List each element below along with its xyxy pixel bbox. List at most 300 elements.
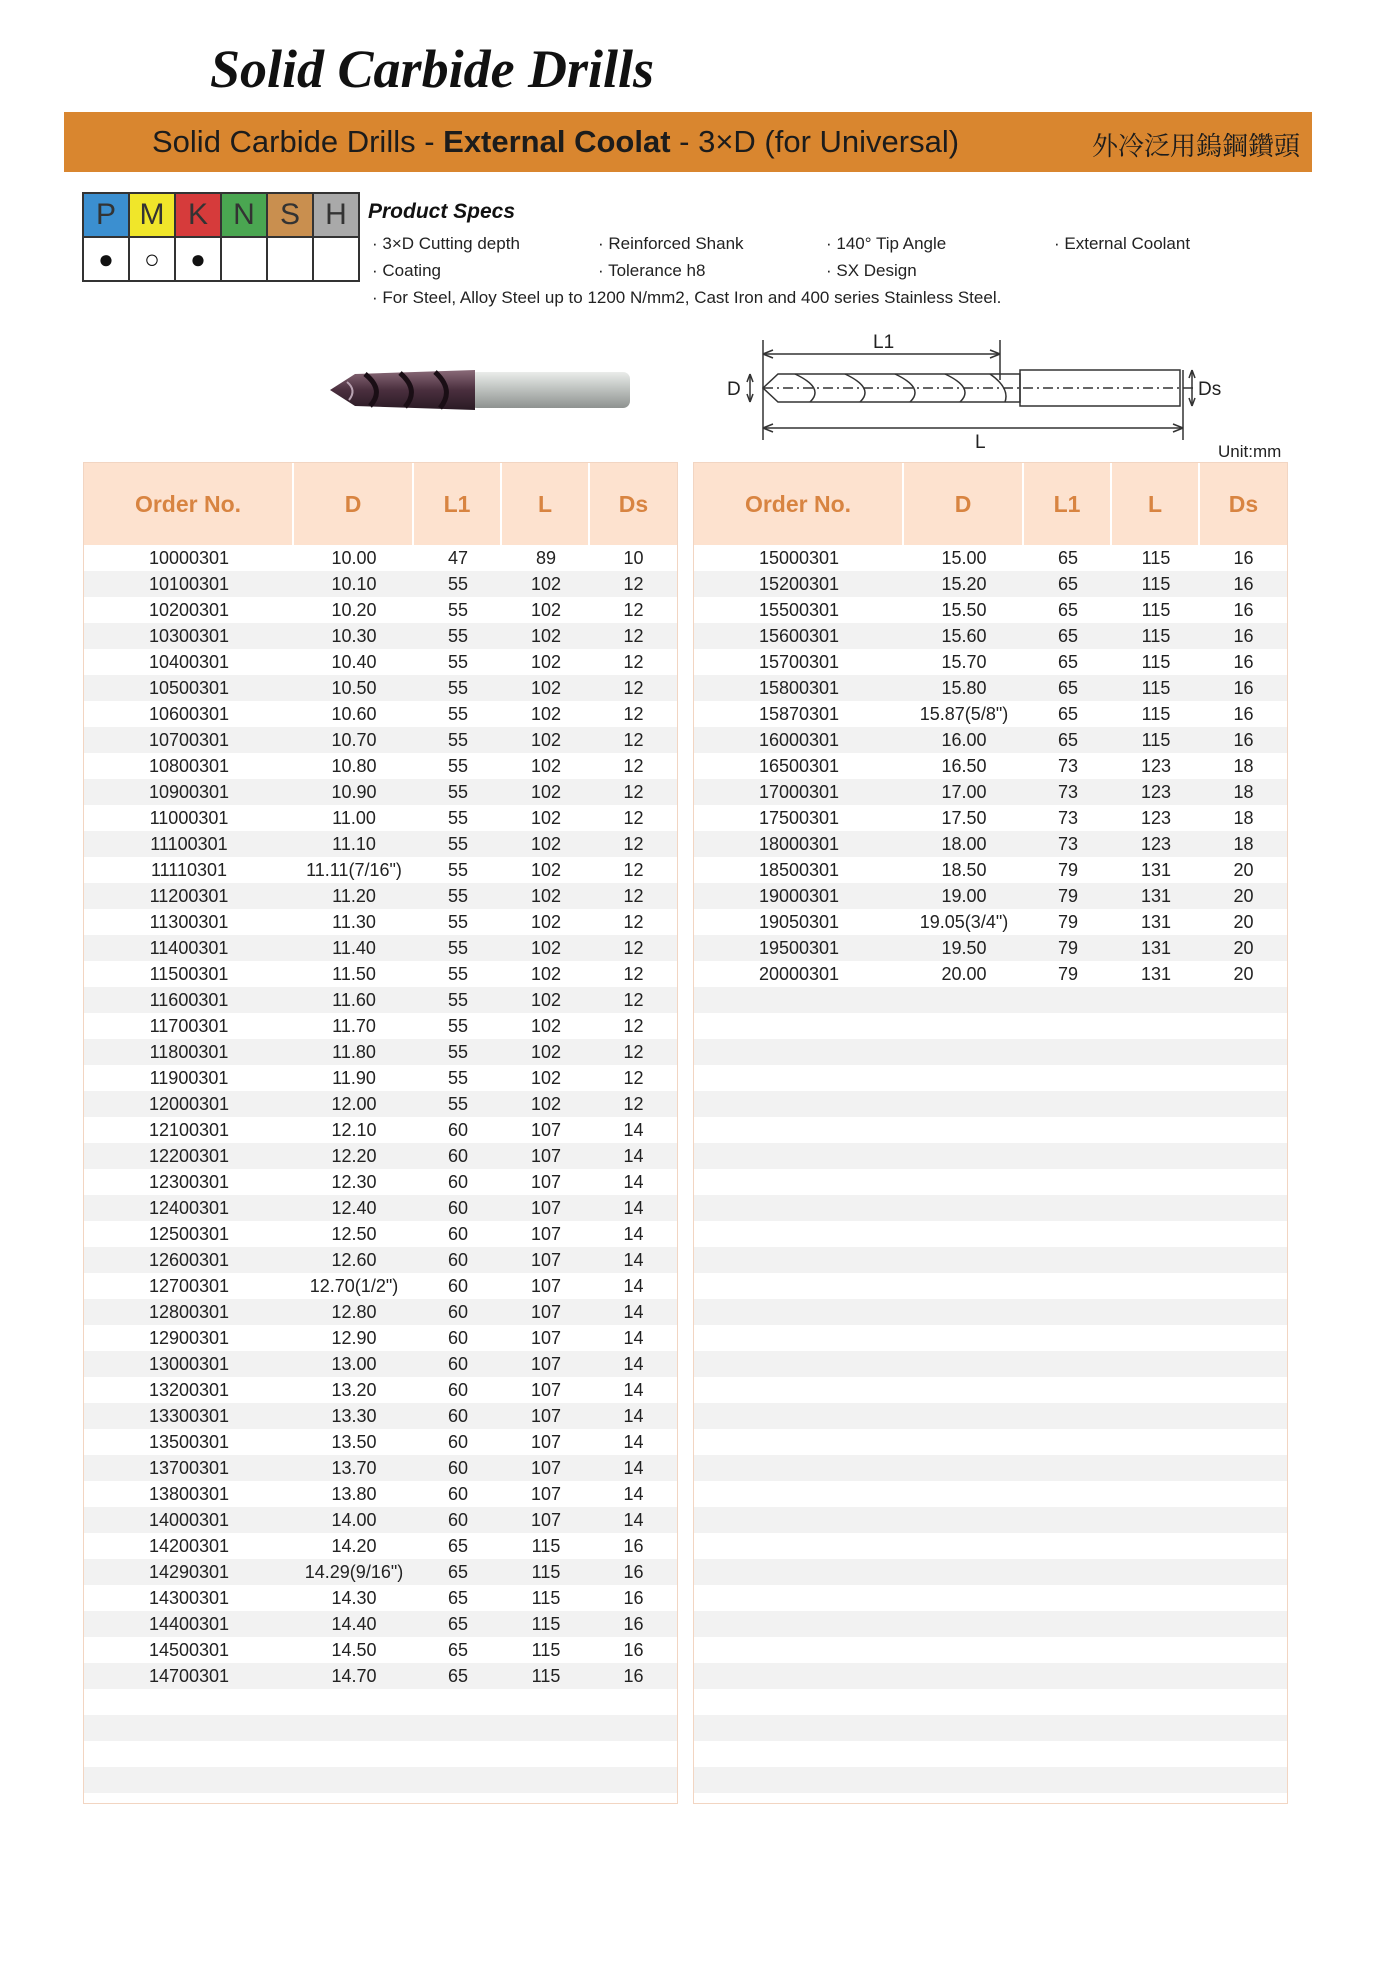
column-l: L xyxy=(1112,463,1200,545)
l1-cell: 60 xyxy=(447,1457,469,1478)
ds-cell: 14 xyxy=(623,1405,644,1426)
iso-group-n: N xyxy=(221,193,267,237)
order-no-cell: 19050301 xyxy=(758,911,840,932)
ds-cell: 18 xyxy=(1233,833,1254,854)
column-order-no: Order No. xyxy=(694,463,904,545)
length-cell: 131 xyxy=(1140,937,1172,958)
l1-cell: 65 xyxy=(447,1561,469,1582)
diameter-cell: 18.00 xyxy=(941,833,987,854)
ds-cell: 14 xyxy=(623,1197,644,1218)
table-row xyxy=(84,1039,677,1065)
spec-item: · 140° Tip Angle xyxy=(826,234,947,253)
l1-cell: 60 xyxy=(447,1119,469,1140)
diameter-cell: 17.50 xyxy=(941,807,987,828)
diameter-cell: 18.50 xyxy=(941,859,987,880)
length-cell: 115 xyxy=(1141,573,1171,594)
table-row xyxy=(694,1481,1287,1507)
table-row xyxy=(84,1611,677,1637)
l1-cell: 55 xyxy=(447,807,469,828)
table-row xyxy=(694,1247,1287,1273)
l1-cell: 73 xyxy=(1057,781,1079,802)
diameter-cell: 15.20 xyxy=(941,573,987,594)
table-row xyxy=(84,909,677,935)
table-row xyxy=(694,1351,1287,1377)
length-cell: 107 xyxy=(530,1509,562,1530)
diameter-cell: 10.50 xyxy=(331,677,377,698)
order-no-cell: 19000301 xyxy=(758,885,840,906)
ds-cell: 14 xyxy=(623,1483,644,1504)
iso-mark-s xyxy=(267,237,313,281)
table-row xyxy=(694,805,1287,831)
length-cell: 107 xyxy=(530,1119,562,1140)
table-row xyxy=(694,1403,1287,1429)
l1-cell: 60 xyxy=(447,1223,469,1244)
order-no-cell: 17500301 xyxy=(758,807,840,828)
ds-cell: 18 xyxy=(1233,781,1254,802)
table-row xyxy=(84,623,677,649)
diameter-cell: 13.20 xyxy=(331,1379,377,1400)
table-row xyxy=(694,727,1287,753)
length-cell: 107 xyxy=(530,1457,562,1478)
order-no-cell: 10900301 xyxy=(148,781,230,802)
iso-group-s: S xyxy=(267,193,313,237)
order-no-cell: 10600301 xyxy=(148,703,230,724)
table-row xyxy=(84,1273,677,1299)
length-cell: 115 xyxy=(531,1639,561,1660)
table-row xyxy=(694,1611,1287,1637)
l1-cell: 60 xyxy=(447,1431,469,1452)
ds-cell: 12 xyxy=(623,833,644,854)
order-no-cell: 15800301 xyxy=(758,677,840,698)
l1-cell: 60 xyxy=(447,1509,469,1530)
diagram-d-label: D xyxy=(727,379,741,400)
table-row xyxy=(694,1585,1287,1611)
order-no-cell: 12200301 xyxy=(148,1145,230,1166)
diameter-cell: 12.40 xyxy=(331,1197,377,1218)
order-no-cell: 12300301 xyxy=(148,1171,230,1192)
table-row xyxy=(84,935,677,961)
diameter-cell: 19.05(3/4") xyxy=(919,911,1009,932)
order-no-cell: 14000301 xyxy=(148,1509,230,1530)
l1-cell: 55 xyxy=(447,703,469,724)
l1-cell: 60 xyxy=(447,1483,469,1504)
table-row xyxy=(84,753,677,779)
diameter-cell: 14.00 xyxy=(331,1509,377,1530)
diameter-cell: 13.70 xyxy=(331,1457,377,1478)
length-cell: 115 xyxy=(531,1561,561,1582)
order-no-cell: 10500301 xyxy=(148,677,230,698)
ds-cell: 12 xyxy=(623,963,644,984)
ds-cell: 20 xyxy=(1233,937,1254,958)
diameter-cell: 20.00 xyxy=(941,963,987,984)
column-ds: Ds xyxy=(1228,490,1259,517)
table-row xyxy=(84,1481,677,1507)
length-cell: 123 xyxy=(1140,755,1172,776)
table-row xyxy=(84,675,677,701)
ds-cell: 16 xyxy=(623,1561,644,1582)
table-row xyxy=(84,1559,677,1585)
table-row xyxy=(694,831,1287,857)
l1-cell: 73 xyxy=(1057,807,1079,828)
diameter-cell: 19.00 xyxy=(941,885,987,906)
iso-mark-m: ○ xyxy=(129,237,175,281)
order-no-cell: 13800301 xyxy=(148,1483,230,1504)
ds-cell: 16 xyxy=(623,1665,644,1686)
ds-cell: 16 xyxy=(1233,677,1254,698)
diameter-cell: 14.40 xyxy=(331,1613,377,1634)
table-row xyxy=(694,1065,1287,1091)
l1-cell: 60 xyxy=(447,1353,469,1374)
ds-cell: 12 xyxy=(623,911,644,932)
table-row xyxy=(84,545,677,571)
diameter-cell: 13.50 xyxy=(331,1431,377,1452)
spec-item: · Tolerance h8 xyxy=(598,261,706,280)
order-no-cell: 10300301 xyxy=(148,625,230,646)
table-row xyxy=(84,883,677,909)
length-cell: 107 xyxy=(530,1483,562,1504)
diameter-cell: 14.29(9/16") xyxy=(304,1561,404,1582)
table-row xyxy=(694,935,1287,961)
table-row xyxy=(694,857,1287,883)
length-cell: 102 xyxy=(530,911,562,932)
table-row xyxy=(694,779,1287,805)
length-cell: 89 xyxy=(535,547,557,568)
table-row xyxy=(694,1039,1287,1065)
length-cell: 115 xyxy=(1141,729,1171,750)
l1-cell: 65 xyxy=(1057,547,1079,568)
l1-cell: 73 xyxy=(1057,833,1079,854)
iso-mark-h xyxy=(313,237,359,281)
specs-title: Product Specs xyxy=(368,200,516,223)
diameter-cell: 10.40 xyxy=(331,651,377,672)
table-row xyxy=(694,883,1287,909)
table-row xyxy=(84,1507,677,1533)
ds-cell: 10 xyxy=(623,547,644,568)
ds-cell: 20 xyxy=(1233,859,1254,880)
spec-table-left xyxy=(83,462,678,1804)
order-no-cell: 10800301 xyxy=(148,755,230,776)
length-cell: 107 xyxy=(530,1431,562,1452)
l1-cell: 60 xyxy=(447,1405,469,1426)
ds-cell: 16 xyxy=(1233,729,1254,750)
banner-chinese-title: 外冷泛用鎢鋼鑽頭 xyxy=(1091,132,1300,162)
table-row xyxy=(84,831,677,857)
length-cell: 102 xyxy=(530,989,562,1010)
ds-cell: 14 xyxy=(623,1275,644,1296)
diagram-ds-label: Ds xyxy=(1198,379,1222,400)
diameter-cell: 13.00 xyxy=(331,1353,377,1374)
order-no-cell: 14290301 xyxy=(148,1561,230,1582)
order-no-cell: 14300301 xyxy=(148,1587,230,1608)
ds-cell: 16 xyxy=(1233,651,1254,672)
l1-cell: 60 xyxy=(447,1301,469,1322)
ds-cell: 14 xyxy=(623,1223,644,1244)
table-row xyxy=(84,1325,677,1351)
length-cell: 107 xyxy=(530,1405,562,1426)
order-no-cell: 15600301 xyxy=(758,625,840,646)
order-no-cell: 13500301 xyxy=(148,1431,230,1452)
l1-cell: 65 xyxy=(1057,703,1079,724)
ds-cell: 14 xyxy=(623,1431,644,1452)
table-row xyxy=(694,1299,1287,1325)
length-cell: 102 xyxy=(530,625,562,646)
ds-cell: 16 xyxy=(1233,703,1254,724)
ds-cell: 12 xyxy=(623,937,644,958)
ds-cell: 14 xyxy=(623,1379,644,1400)
l1-cell: 55 xyxy=(447,573,469,594)
diameter-cell: 10.30 xyxy=(331,625,377,646)
length-cell: 102 xyxy=(530,1067,562,1088)
l1-cell: 55 xyxy=(447,781,469,802)
ds-cell: 16 xyxy=(1233,547,1254,568)
diameter-cell: 12.10 xyxy=(331,1119,377,1140)
order-no-cell: 16500301 xyxy=(758,755,840,776)
length-cell: 131 xyxy=(1140,963,1172,984)
diameter-cell: 11.60 xyxy=(332,989,376,1010)
table-row xyxy=(84,1169,677,1195)
order-no-cell: 11600301 xyxy=(149,989,229,1010)
ds-cell: 16 xyxy=(1233,599,1254,620)
banner-bold: External Coolat xyxy=(443,124,671,159)
diameter-cell: 10.80 xyxy=(331,755,377,776)
order-no-cell: 12600301 xyxy=(148,1249,230,1270)
diameter-cell: 10.10 xyxy=(331,573,377,594)
l1-cell: 79 xyxy=(1057,963,1079,984)
diameter-cell: 19.50 xyxy=(941,937,987,958)
diameter-cell: 11.40 xyxy=(332,937,376,958)
diameter-cell: 11.10 xyxy=(332,833,376,854)
table-row xyxy=(84,1793,677,1819)
ds-cell: 12 xyxy=(623,573,644,594)
table-row xyxy=(84,1715,677,1741)
l1-cell: 65 xyxy=(447,1587,469,1608)
length-cell: 107 xyxy=(530,1223,562,1244)
l1-cell: 55 xyxy=(447,729,469,750)
ds-cell: 14 xyxy=(623,1353,644,1374)
table-row xyxy=(84,1637,677,1663)
diameter-cell: 14.50 xyxy=(331,1639,377,1660)
ds-cell: 14 xyxy=(623,1249,644,1270)
column-l1: L1 xyxy=(414,463,502,545)
length-cell: 102 xyxy=(530,937,562,958)
l1-cell: 73 xyxy=(1057,755,1079,776)
length-cell: 115 xyxy=(1141,677,1171,698)
l1-cell: 60 xyxy=(447,1171,469,1192)
ds-cell: 12 xyxy=(623,625,644,646)
diameter-cell: 15.80 xyxy=(941,677,987,698)
diameter-cell: 10.70 xyxy=(331,729,377,750)
table-row xyxy=(694,1637,1287,1663)
iso-mark-k: ● xyxy=(175,237,221,281)
l1-cell: 65 xyxy=(1057,573,1079,594)
length-cell: 107 xyxy=(530,1327,562,1348)
diameter-cell: 10.90 xyxy=(331,781,377,802)
length-cell: 102 xyxy=(530,859,562,880)
order-no-cell: 11500301 xyxy=(149,963,229,984)
l1-cell: 55 xyxy=(447,651,469,672)
diameter-cell: 10.60 xyxy=(331,703,377,724)
length-cell: 123 xyxy=(1140,833,1172,854)
table-row xyxy=(694,1169,1287,1195)
column-l1: L1 xyxy=(1024,463,1112,545)
table-row xyxy=(84,1403,677,1429)
ds-cell: 16 xyxy=(1233,625,1254,646)
ds-cell: 12 xyxy=(623,729,644,750)
l1-cell: 55 xyxy=(447,911,469,932)
l1-cell: 55 xyxy=(447,833,469,854)
length-cell: 123 xyxy=(1140,807,1172,828)
table-row xyxy=(694,571,1287,597)
order-no-cell: 11300301 xyxy=(149,911,229,932)
order-no-cell: 11700301 xyxy=(149,1015,229,1036)
ds-cell: 12 xyxy=(623,1015,644,1036)
ds-cell: 12 xyxy=(623,755,644,776)
ds-cell: 12 xyxy=(623,599,644,620)
spec-item: · Reinforced Shank xyxy=(598,234,744,253)
l1-cell: 65 xyxy=(1057,729,1079,750)
l1-cell: 65 xyxy=(447,1665,469,1686)
length-cell: 115 xyxy=(531,1587,561,1608)
diameter-cell: 11.00 xyxy=(332,807,376,828)
ds-cell: 12 xyxy=(623,781,644,802)
banner-suffix: - 3×D (for Universal) xyxy=(670,124,960,159)
length-cell: 107 xyxy=(530,1275,562,1296)
diameter-cell: 14.30 xyxy=(331,1587,377,1608)
order-no-cell: 14200301 xyxy=(148,1535,230,1556)
drill-photo xyxy=(325,360,635,420)
diameter-cell: 11.90 xyxy=(332,1067,376,1088)
l1-cell: 65 xyxy=(447,1535,469,1556)
ds-cell: 20 xyxy=(1233,911,1254,932)
spec-item: · For Steel, Alloy Steel up to 1200 N/mm2, Cast Iron and 400 series Stainless Steel. xyxy=(372,288,1002,307)
l1-cell: 55 xyxy=(447,885,469,906)
spec-item: · External Coolant xyxy=(1054,234,1191,253)
ds-cell: 20 xyxy=(1233,963,1254,984)
l1-cell: 55 xyxy=(447,963,469,984)
diagram-l1-label: L1 xyxy=(873,332,895,353)
diameter-cell: 13.80 xyxy=(331,1483,377,1504)
order-no-cell: 15500301 xyxy=(758,599,840,620)
table-row xyxy=(694,623,1287,649)
l1-cell: 79 xyxy=(1057,911,1079,932)
order-no-cell: 10700301 xyxy=(148,729,230,750)
table-row xyxy=(84,779,677,805)
table-row xyxy=(84,961,677,987)
order-no-cell: 11400301 xyxy=(149,937,229,958)
length-cell: 131 xyxy=(1140,859,1172,880)
ds-cell: 12 xyxy=(623,1041,644,1062)
diameter-cell: 12.60 xyxy=(331,1249,377,1270)
l1-cell: 60 xyxy=(447,1379,469,1400)
table-row xyxy=(694,597,1287,623)
length-cell: 102 xyxy=(530,963,562,984)
table-row xyxy=(694,961,1287,987)
table-row xyxy=(694,1429,1287,1455)
table-row xyxy=(84,649,677,675)
length-cell: 131 xyxy=(1140,911,1172,932)
table-row xyxy=(84,1013,677,1039)
ds-cell: 12 xyxy=(623,1093,644,1114)
table-row xyxy=(84,571,677,597)
order-no-cell: 20000301 xyxy=(758,963,840,984)
length-cell: 107 xyxy=(530,1171,562,1192)
l1-cell: 55 xyxy=(447,937,469,958)
diameter-cell: 15.00 xyxy=(941,547,987,568)
spec-item: · 3×D Cutting depth xyxy=(372,234,520,253)
table-row xyxy=(694,1455,1287,1481)
length-cell: 115 xyxy=(1141,599,1171,620)
diameter-cell: 11.20 xyxy=(332,885,376,906)
l1-cell: 55 xyxy=(447,625,469,646)
diameter-cell: 12.90 xyxy=(331,1327,377,1348)
ds-cell: 14 xyxy=(623,1509,644,1530)
length-cell: 115 xyxy=(1141,625,1171,646)
length-cell: 107 xyxy=(530,1145,562,1166)
l1-cell: 55 xyxy=(447,1041,469,1062)
l1-cell: 60 xyxy=(447,1197,469,1218)
table-row xyxy=(694,1273,1287,1299)
order-no-cell: 14400301 xyxy=(148,1613,230,1634)
order-no-cell: 13300301 xyxy=(148,1405,230,1426)
diagram-l-label: L xyxy=(975,432,986,450)
iso-group-h: H xyxy=(313,193,359,237)
length-cell: 107 xyxy=(530,1301,562,1322)
l1-cell: 65 xyxy=(447,1639,469,1660)
order-no-cell: 17000301 xyxy=(758,781,840,802)
table-header xyxy=(84,463,677,545)
l1-cell: 60 xyxy=(447,1275,469,1296)
length-cell: 115 xyxy=(1141,703,1171,724)
table-row xyxy=(84,727,677,753)
diameter-cell: 12.20 xyxy=(331,1145,377,1166)
table-row xyxy=(84,597,677,623)
diameter-cell: 10.00 xyxy=(331,547,377,568)
iso-group-m: M xyxy=(129,193,175,237)
order-no-cell: 11100301 xyxy=(150,833,228,854)
l1-cell: 65 xyxy=(1057,599,1079,620)
diameter-cell: 14.70 xyxy=(331,1665,377,1686)
table-row xyxy=(84,1065,677,1091)
order-no-cell: 15200301 xyxy=(758,573,840,594)
length-cell: 102 xyxy=(530,807,562,828)
length-cell: 107 xyxy=(530,1249,562,1270)
order-no-cell: 14500301 xyxy=(148,1639,230,1660)
ds-cell: 16 xyxy=(623,1613,644,1634)
ds-cell: 16 xyxy=(1233,573,1254,594)
length-cell: 102 xyxy=(530,1093,562,1114)
l1-cell: 79 xyxy=(1057,859,1079,880)
table-row xyxy=(694,987,1287,1013)
order-no-cell: 16000301 xyxy=(758,729,840,750)
l1-cell: 55 xyxy=(447,1093,469,1114)
table-row xyxy=(694,1325,1287,1351)
table-row xyxy=(694,1195,1287,1221)
table-row xyxy=(84,1429,677,1455)
order-no-cell: 11110301 xyxy=(150,859,228,880)
length-cell: 115 xyxy=(531,1613,561,1634)
ds-cell: 14 xyxy=(623,1301,644,1322)
table-row xyxy=(694,909,1287,935)
l1-cell: 79 xyxy=(1057,885,1079,906)
order-no-cell: 11000301 xyxy=(149,807,229,828)
order-no-cell: 13700301 xyxy=(148,1457,230,1478)
table-row xyxy=(84,1585,677,1611)
l1-cell: 47 xyxy=(447,547,469,568)
diameter-cell: 16.50 xyxy=(941,755,987,776)
order-no-cell: 14700301 xyxy=(148,1665,230,1686)
page-title: Solid Carbide Drills xyxy=(210,39,655,99)
table-row xyxy=(694,649,1287,675)
